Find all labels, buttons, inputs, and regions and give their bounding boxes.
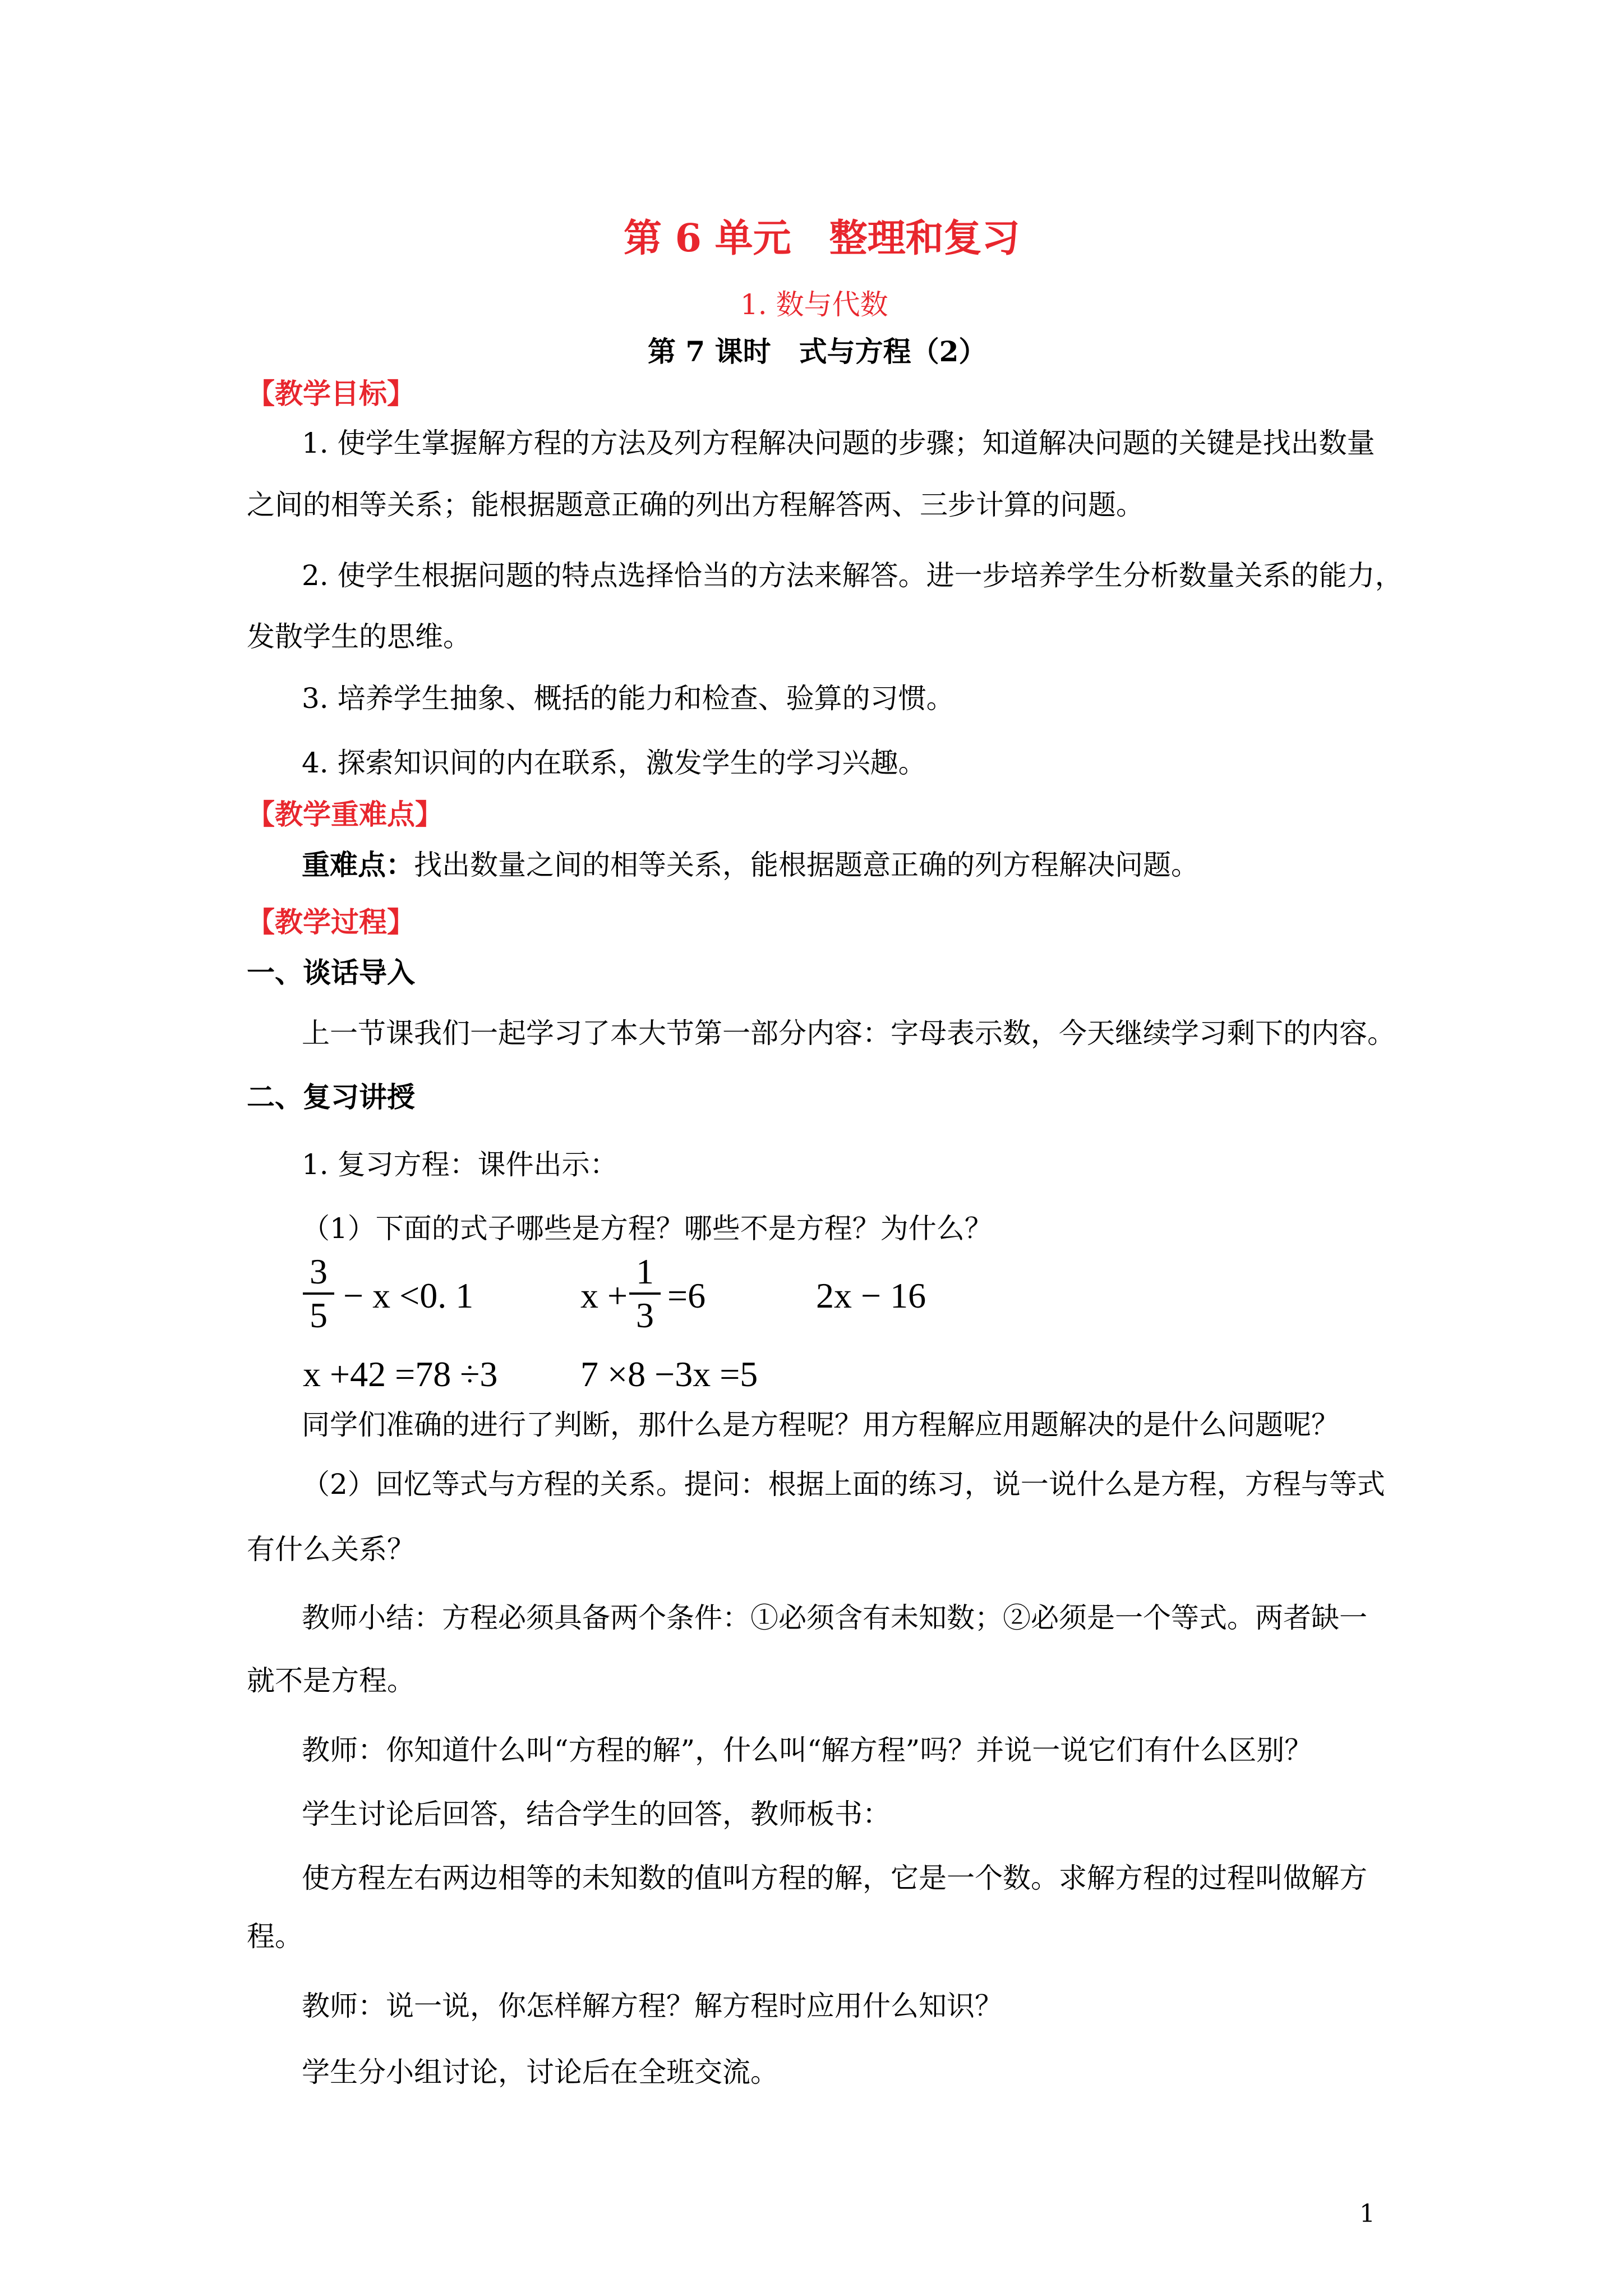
objective-1-line-1: 1. 使学生掌握解方程的方法及列方程解决问题的步骤；知道解决问题的关键是找出数量 bbox=[302, 427, 1375, 459]
objective-3: 3. 培养学生抽象、概括的能力和检查、验算的习惯。 bbox=[302, 682, 955, 715]
objectives-heading: 【教学目标】 bbox=[247, 377, 415, 410]
expression-2-rest: =6 bbox=[667, 1276, 706, 1315]
section-title: 1. 数与代数 bbox=[740, 288, 888, 321]
process-heading: 【教学过程】 bbox=[247, 905, 415, 938]
objective-4: 4. 探索知识间的内在联系，激发学生的学习兴趣。 bbox=[302, 747, 926, 779]
expression-2-lead: x + bbox=[580, 1276, 628, 1315]
teacher-summary-line-1: 教师小结：方程必须具备两个条件：①必须含有未知数；②必须是一个等式。两者缺一 bbox=[302, 1602, 1367, 1634]
expression-1-rest: − x <0. 1 bbox=[343, 1276, 474, 1315]
key-points-text: 找出数量之间的相等关系，能根据题意正确的列方程解决问题。 bbox=[414, 849, 1199, 881]
expression-3: 2x − 16 bbox=[816, 1276, 926, 1315]
fraction-bar bbox=[303, 1292, 334, 1295]
question-2-line-1: （2）回忆等式与方程的关系。提问：根据上面的练习，说一说什么是方程，方程与等式 bbox=[302, 1468, 1385, 1501]
group-discussion: 学生分小组讨论，讨论后在全班交流。 bbox=[302, 2056, 778, 2088]
objective-1-line-2: 之间的相等关系；能根据题意正确的列出方程解答两、三步计算的问题。 bbox=[247, 489, 1144, 521]
definition-line-2: 程。 bbox=[247, 1920, 303, 1953]
part-1-text: 上一节课我们一起学习了本大节第一部分内容：字母表示数，今天继续学习剩下的内容。 bbox=[302, 1017, 1395, 1050]
fraction-numerator: 3 bbox=[310, 1251, 328, 1291]
objective-2-line-2: 发散学生的思维。 bbox=[247, 620, 471, 653]
fraction-three-fifths bbox=[303, 1252, 334, 1335]
students-answer: 学生讨论后回答，结合学生的回答，教师板书： bbox=[302, 1798, 891, 1830]
objective-2-line-1: 2. 使学生根据问题的特点选择恰当的方法来解答。进一步培养学生分析数量关系的能力， bbox=[302, 559, 1403, 592]
review-intro: 1. 复习方程：课件出示： bbox=[302, 1148, 618, 1181]
fraction-one-third bbox=[629, 1252, 661, 1335]
fraction-numerator: 1 bbox=[636, 1251, 654, 1291]
lesson-title: 第 7 课时 式与方程（2） bbox=[648, 335, 987, 368]
fraction-bar bbox=[629, 1292, 661, 1295]
fraction-denominator: 5 bbox=[310, 1295, 328, 1335]
fraction-denominator: 3 bbox=[636, 1295, 654, 1335]
question-2-line-2: 有什么关系？ bbox=[247, 1533, 415, 1566]
key-points-heading: 【教学重难点】 bbox=[247, 798, 443, 831]
judgement-question: 同学们准确的进行了判断，那什么是方程呢？用方程解应用题解决的是什么问题呢？ bbox=[302, 1409, 1339, 1441]
definition-line-1: 使方程左右两边相等的未知数的值叫方程的解，它是一个数。求解方程的过程叫做解方 bbox=[302, 1862, 1367, 1894]
question-1: （1）下面的式子哪些是方程？哪些不是方程？为什么？ bbox=[302, 1212, 993, 1245]
expression-5: 7 ×8 −3x =5 bbox=[580, 1354, 758, 1394]
teacher-question-1: 教师：你知道什么叫“方程的解”，什么叫“解方程”吗？并说一说它们有什么区别？ bbox=[302, 1734, 1313, 1766]
unit-title: 第 6 单元 整理和复习 bbox=[624, 216, 1020, 261]
key-points-label: 重难点： bbox=[302, 848, 414, 881]
teacher-summary-line-2: 就不是方程。 bbox=[247, 1664, 415, 1697]
teacher-question-2: 教师：说一说，你怎样解方程？解方程时应用什么知识？ bbox=[302, 1990, 1003, 2022]
expression-4: x +42 =78 ÷3 bbox=[303, 1354, 498, 1394]
part-2-heading: 二、复习讲授 bbox=[247, 1080, 415, 1114]
key-points-line bbox=[302, 848, 1199, 882]
page-number: 1 bbox=[1359, 2200, 1375, 2228]
part-1-heading: 一、谈话导入 bbox=[247, 956, 415, 989]
